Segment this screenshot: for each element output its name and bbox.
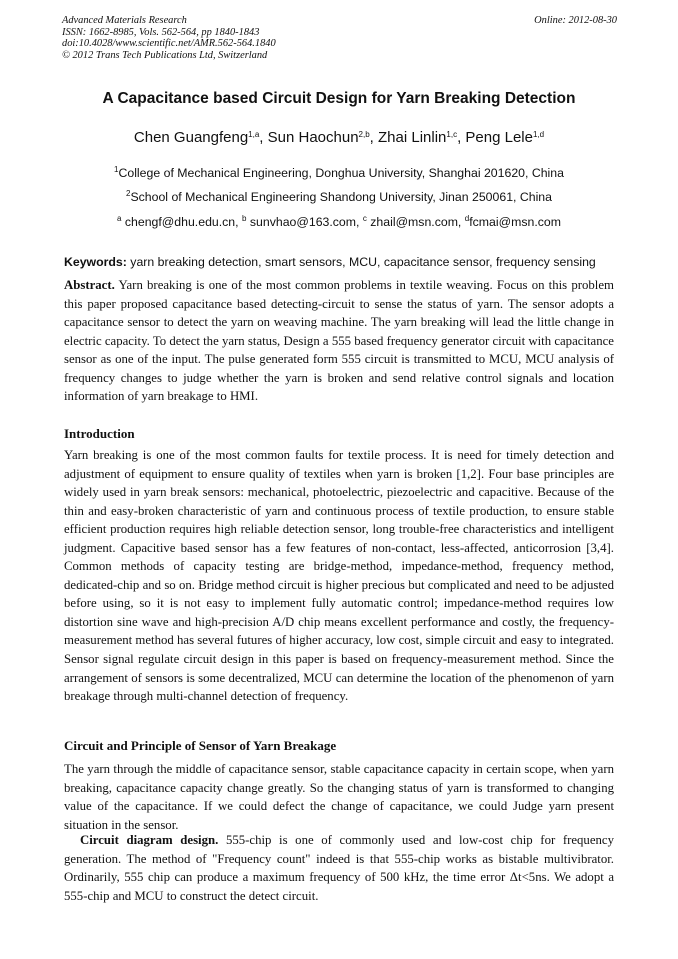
introduction-text: Yarn breaking is one of the most common faults for textile process. It is need for timely detection and adjustment of equipment to ensure quality of textiles when yarn is broken [1,2]. Four base principles are widely used in yarn break sensors: mechanical, photoelectric, piezoelectric and capacitive. Because of the thin and easy-broken characteristic of yarn and continuous process of textile production, to ensure stable efficient production requires high reliable detection sensor, long trouble-free characteristics and intelligent judgment. Capacitive based sensor has a few features of non-contact, less-affected, anticorrosion [3,4]. Common methods of capacity testing are bridge-method, impedance-method, frequency method, dedicated-chip and so on. Bridge method circuit is higher precious but complicated and need to be adjusted before using, so it is not easy to implement fully automatic control; impedance-method requires low distortion sine wave and high-precision A/D chip means excellent performance and costly, the frequency-measurement method has several futures of higher accuracy, low cost, simple circuit and easy to integrated. Sensor signal regulate circuit design in this paper is based on frequency-measurement method. Since the arrangement of sensors is some decentralized, MCU can determine the location of the phenomenon of yarn breakage through multi-channel detection of frequency. [64, 448, 614, 704]
author-name: Chen Guangfeng [133, 129, 249, 146]
circuit-diagram-label: Circuit diagram design. [80, 833, 219, 847]
author-sup: 1,d [532, 130, 545, 139]
author-sup: 1,a [248, 130, 260, 139]
affiliation-text: School of Mechanical Engineering Shandong University, Jinan 250061, China [130, 190, 552, 204]
delta-t-symbol: Δt [509, 870, 522, 885]
paper-title: A Capacitance based Circuit Design for Yarn Breaking Detection [102, 90, 576, 107]
author-name: Peng Lele [465, 129, 533, 146]
author-list: Chen Guangfeng$^{1,a}$, Sun Haochun$^{2,b}$, Zhai Linlin$^{1,c}$, Peng Lele$^{1,d}$ [133, 129, 545, 146]
author-sup: 1,c [446, 130, 458, 139]
email-link[interactable]: zhail@msn.com, [370, 215, 462, 229]
email-sup: c [362, 214, 367, 223]
affiliation-2 [30, 190, 648, 204]
abstract-text: Yarn breaking is one of the most common problems in textile weaving. Focus on this problem this paper proposed capacitance based detecting-circuit to sense the status of yarn. The sensor adopts a capacitance sensor to detect the yarn on weaving machine. The yarn breaking will lead the little change in electric capacity. To detect the yarn status, Design a 555 based frequency generator circuit with capacitance sensor as one of the input. The pulse generated form 555 circuit is transmitted to MCU, MCU analysis of frequency changes to judge whether the yarn is broken and send relative control signals and location information of yarn breakage to HMI. [64, 278, 614, 404]
affiliation-sup: 2 [125, 189, 131, 198]
email-sup: a [117, 214, 122, 223]
author-name: Zhai Linlin [378, 129, 447, 146]
email-list [30, 215, 648, 229]
author-name: Sun Haochun [267, 129, 359, 146]
abstract [64, 276, 614, 406]
author-sup: 2,b [358, 130, 370, 139]
abstract-label: Abstract. [64, 278, 115, 292]
email-sup: b [242, 214, 247, 223]
email-link[interactable]: sunvhao@163.com, [249, 215, 360, 229]
keywords-label: Keywords: [64, 255, 127, 269]
keywords-text: yarn breaking detection, smart sensors, MCU, capacitance sensor, frequency sensing [130, 255, 596, 269]
circuit-diagram-paragraph [64, 831, 614, 905]
copyright-line: © 2012 Trans Tech Publications Ltd, Switzerland [62, 49, 268, 61]
introduction-heading: Introduction [64, 426, 135, 441]
circuit-diagram-tail: <5ns. We adopt a 555-chip and MCU to construct the detect circuit. [64, 870, 615, 903]
email-sup: d [464, 214, 470, 223]
affiliation-text: College of Mechanical Engineering, Donghua University, Shanghai 201620, China [118, 166, 564, 180]
circuit-heading: Circuit and Principle of Sensor of Yarn Breakage [64, 738, 337, 753]
issn-line: ISSN: 1662-8985, Vols. 562-564, pp 1840-1843 [62, 26, 260, 38]
journal-name: Advanced Materials Research [62, 15, 187, 26]
online-date: Online: 2012-08-30 [534, 15, 617, 26]
affiliation-1 [30, 166, 648, 180]
circuit-text: The yarn through the middle of capacitance sensor, stable capacitance capacity in certain scope, when yarn breaking, capacitance capacity change greatly. So the changing status of yarn is transformed to changing value of the capacitance. If we could defect the change of capacitance, we could Judge yarn present situation in the sensor. [64, 762, 614, 832]
keywords [64, 255, 624, 269]
email-link[interactable]: fcmai@msn.com [469, 215, 561, 229]
doi-line: doi:10.4028/www.scientific.net/AMR.562-564.1840 [62, 38, 276, 50]
email-link[interactable]: chengf@dhu.edu.cn, [124, 215, 239, 229]
journal-header [62, 15, 617, 61]
circuit-diagram-text: 555-chip is one of commonly used and low-cost chip for frequency generation. The method of "Frequency count" indeed is that 555-chip works as bistable multivibrator. Ordinarily, 555 chip can produce a maximum frequency of 500 kHz, the time error [64, 833, 614, 885]
affiliation-sup: 1 [114, 165, 119, 174]
